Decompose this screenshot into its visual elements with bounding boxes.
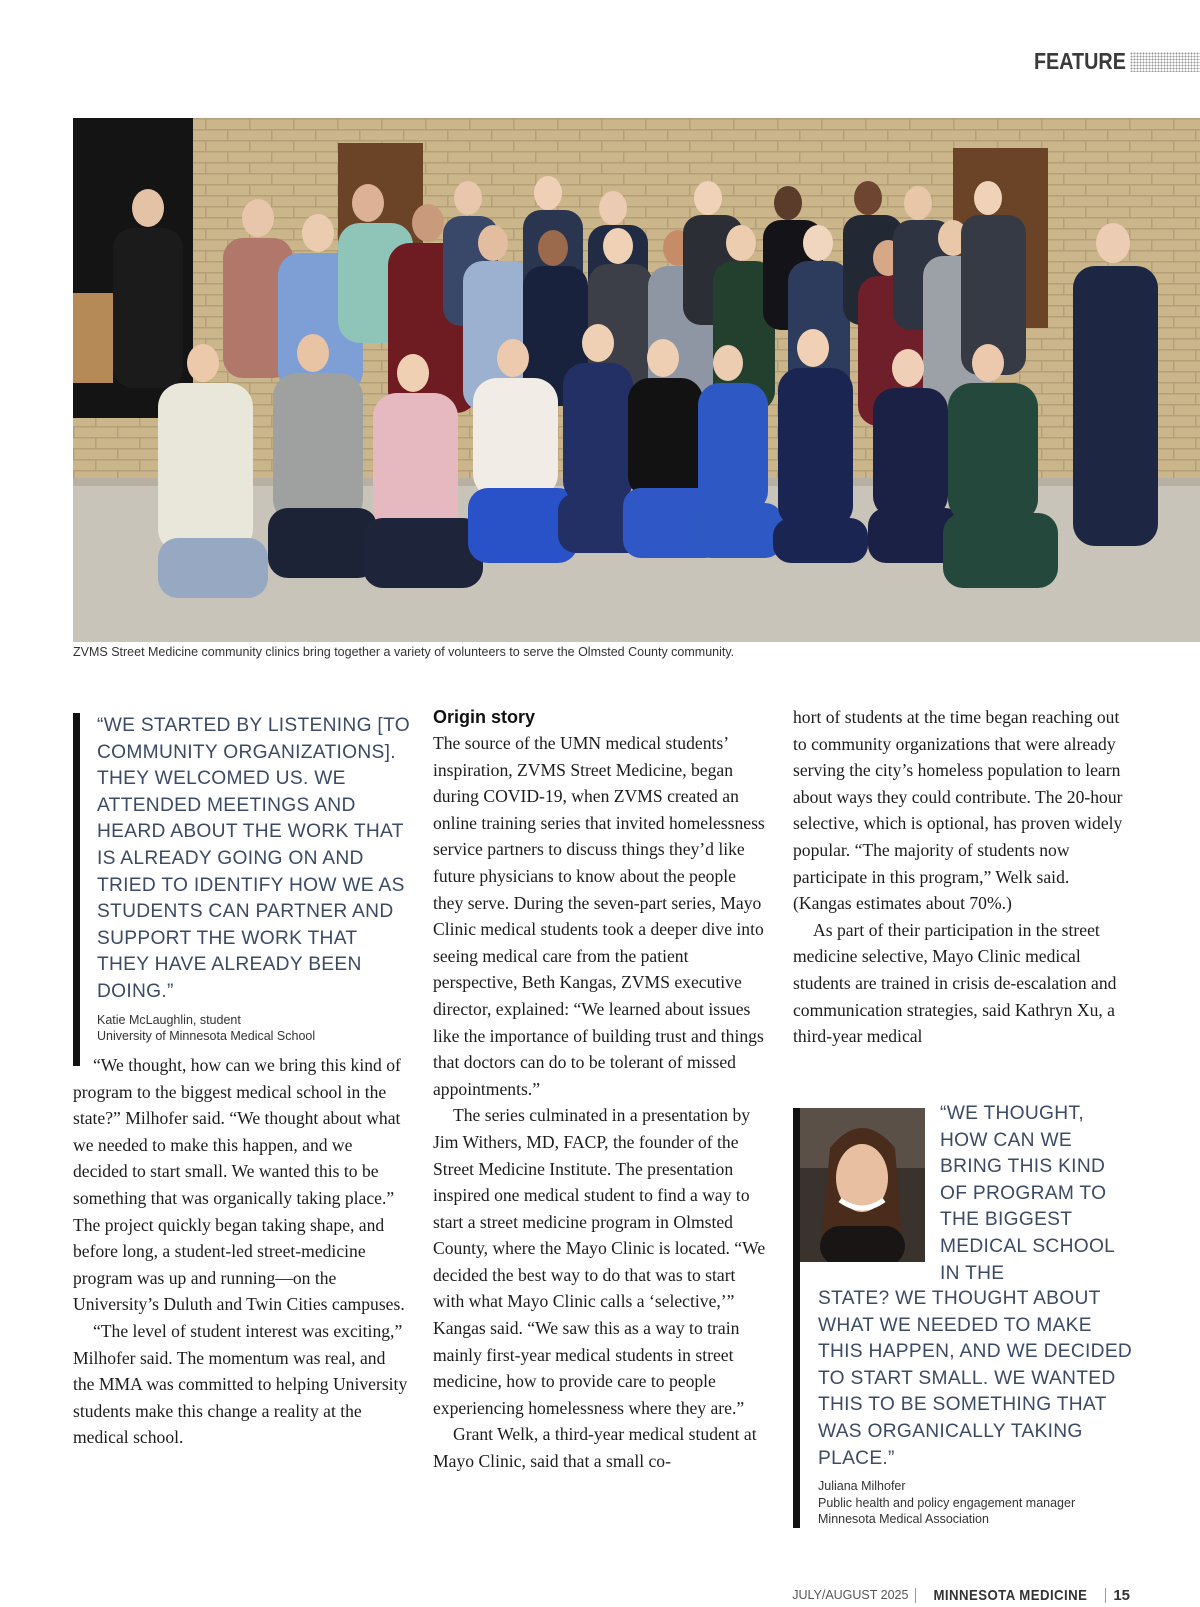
pullquote-text-part2: STATE? WE THOUGHT ABOUT WHAT WE NEEDED TO MAKE THIS HAPPEN, AND WE DECIDED TO START SMALL. WE WANTED THIS TO BE SOMETHING THAT WAS ORGANICALLY TAKING PLACE.” <box>818 1288 1133 1469</box>
paragraph: Grant Welk, a third-year medical student at Mayo Clinic, said that a small co- <box>433 1424 757 1472</box>
headshot-photo <box>800 1108 925 1262</box>
pullquote-attribution <box>97 1012 410 1045</box>
photo-caption: ZVMS Street Medicine community clinics bring together a variety of volunteers to serve the Olmsted County community. <box>73 645 735 659</box>
attribution-org: University of Minnesota Medical School <box>97 1029 316 1044</box>
footer-divider <box>1105 1588 1106 1603</box>
page-number: 15 <box>1113 1586 1130 1604</box>
section-label <box>1000 48 1200 78</box>
paragraph: “We thought, how can we bring this kind of program to the biggest medical school in the state?” Milhofer said. “We thought about what we needed to make this happen, and we decided to start small. We wanted this to be something that was organically taking place.” The project quickly began taking shape, and before long, a student-led street-medicine program was up and running—on the University’s Duluth and Twin Cities campuses. <box>73 1055 405 1315</box>
paragraph: hort of students at the time began reaching out to community organizations that were already serving the city’s homeless population to learn about ways they could contribute. The 20-hour selective, which is optional, has proven widely popular. “The majority of students now participate in this program,” Welk said. (Kangas estimates about 70%.) <box>793 707 1123 914</box>
group-photo <box>73 118 1200 642</box>
paragraph: “The level of student interest was exciting,” Milhofer said. The momentum was real, and the MMA was committed to helping University students make this change a reality at the medical school. <box>73 1320 408 1448</box>
pullquote-text: “WE STARTED BY LISTENING [TO COMMUNITY ORGANIZATIONS]. THEY WELCOMED US. WE ATTENDED MEETINGS AND HEARD ABOUT THE WORK THAT IS ALREADY GOING ON AND TRIED TO IDENTIFY HOW WE AS STUDENTS CAN PARTNER AND SUPPORT THE WORK THAT THEY HAVE ALREADY BEEN DOING.” <box>97 715 410 1002</box>
footer-divider <box>915 1588 916 1603</box>
section-label-text: FEATURE <box>1034 48 1126 74</box>
attribution-name: Juliana Milhofer <box>818 1479 906 1493</box>
pullquote-mclaughlin <box>73 713 410 1066</box>
pullquote-attribution <box>818 1478 1138 1528</box>
issue-date: JULY/AUGUST 2025 <box>792 1588 909 1602</box>
group-photo-illustration <box>73 118 1200 642</box>
article-column-3 <box>793 704 1128 1050</box>
halftone-dots-decoration <box>1130 52 1200 72</box>
pullquote-milhofer <box>793 1103 1140 1528</box>
paragraph: As part of their participation in the street medicine selective, Mayo Clinic medical students are trained in crisis de-escalation and communication strategies, said Kathryn Xu, a third-year medical <box>793 919 1117 1047</box>
attribution-org: Minnesota Medical Association <box>818 1512 989 1526</box>
magazine-name: MINNESOTA MEDICINE <box>933 1586 1088 1604</box>
page-footer <box>792 1585 1130 1605</box>
attribution-title: Public health and policy engagement manager <box>818 1495 1076 1510</box>
subheading-origin-story: Origin story <box>433 707 536 727</box>
attribution-name: Katie McLaughlin, student <box>97 1012 241 1027</box>
paragraph: The source of the UMN medical students’ inspiration, ZVMS Street Medicine, began during COVID-19, when ZVMS created an online training series that invited homelessness service partners to discuss things they’d like future physicians to know about the people they serve. During the seven-part series, Mayo Clinic medical students took a deeper dive into seeing medical care from the patient perspective, Beth Kangas, ZVMS executive director, explained: “We learned about issues like the importance of building trust and things that doctors can do to be tolerant of missed appointments.” <box>433 733 765 1099</box>
article-column-2 <box>433 704 768 1475</box>
paragraph: The series culminated in a presentation by Jim Withers, MD, FACP, the founder of the Street Medicine Institute. The presentation inspired one medical student to find a way to start a street medicine program in Olmsted County, where the Mayo Clinic is located. “We decided the best way to do that was to start with what Mayo Clinic calls a ‘selective,’” Kangas said. “We saw this as a way to train mainly first-year medical students in street medicine, how to provide care to people experiencing homelessness where they are.” <box>433 1105 766 1418</box>
pullquote-text-part1: “WE THOUGHT, HOW CAN WE BRING THIS KIND OF PROGRAM TO THE BIGGEST MEDICAL SCHOOL IN THE <box>940 1103 1115 1284</box>
article-column-1 <box>73 1052 408 1451</box>
